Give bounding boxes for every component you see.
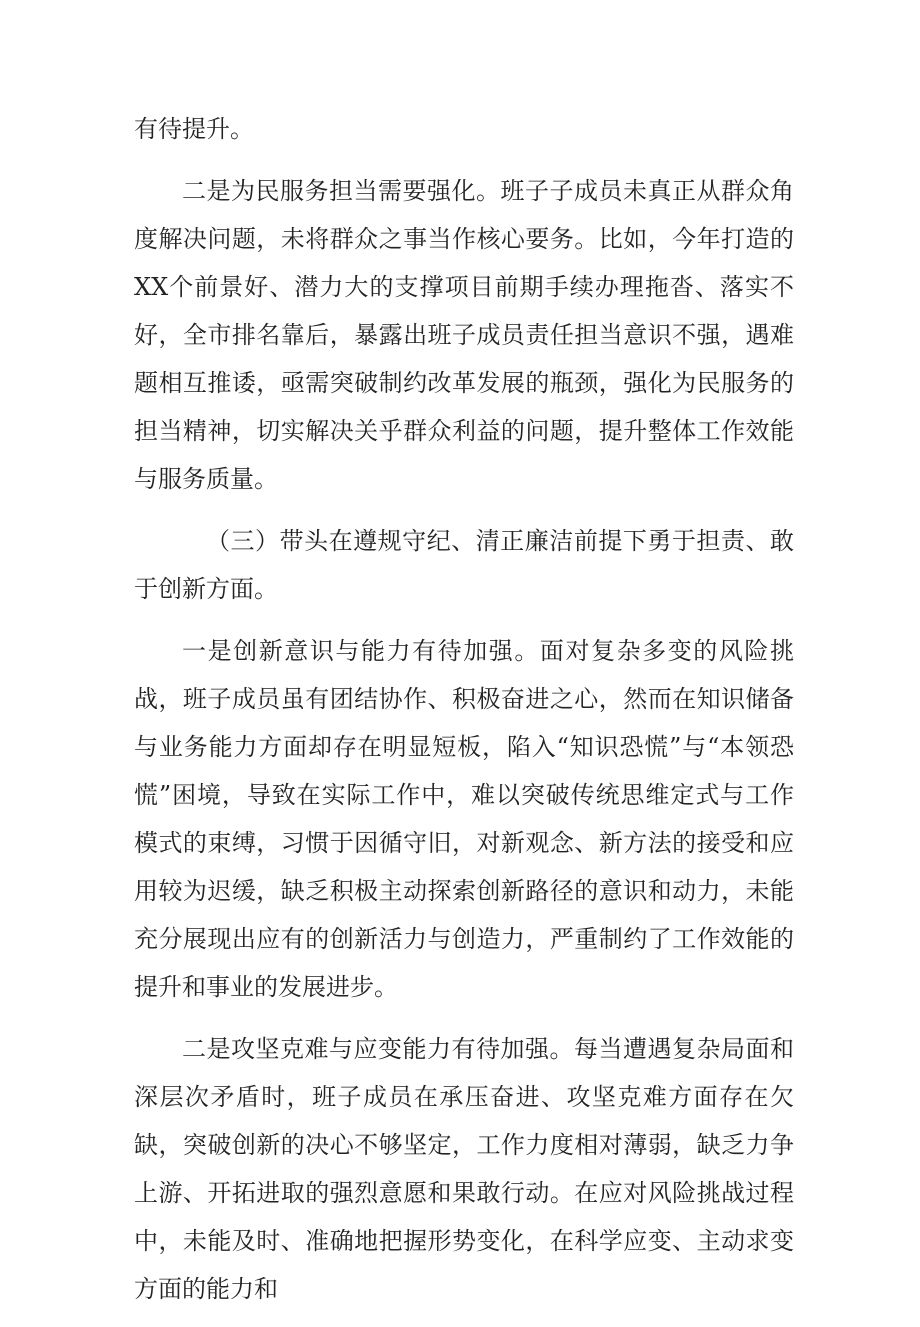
paragraph-service-responsibility: 二是为民服务担当需要强化。班子子成员未真正从群众角度解决问题，未将群众之事当作核心要务。比如，今年打造的XX个前景好、潜力大的支撑项目前期手续办理拖沓、落实不好，全市排名靠后，暴露出班子成员责任担当意识不强，遇难题相互推诿，亟需突破制约改革发展的瓶颈，强化为民服务的担当精神，切实解决关乎群众利益的问题，提升整体工作效能与服务质量。 [134, 177, 794, 493]
document-body [134, 105, 794, 1327]
paragraph-innovation-ability: 一是创新意识与能力有待加强。面对复杂多变的风险挑战，班子成员虽有团结协作、积极奋进之心，然而在知识储备与业务能力方面却存在明显短板，陷入“知识恐慌”与“本领恐慌”困境，导致在实际工作中，难以突破传统思维定式与工作模式的束缚，习惯于因循守旧，对新观念、新方法的接受和应用较为迟缓，缺乏积极主动探索创新路径的意识和动力，未能充分展现出应有的创新活力与创造力，严重制约了工作效能的提升和事业的发展进步。 [134, 637, 794, 1001]
paragraph-problem-solving-ability: 二是攻坚克难与应变能力有待加强。每当遭遇复杂局面和深层次矛盾时，班子成员在承压奋进、攻坚克难方面存在欠缺，突破创新的决心不够坚定，工作力度相对薄弱，缺乏力争上游、开拓进取的强烈意愿和果敢行动。在应对风险挑战过程中，未能及时、准确地把握形势变化，在科学应变、主动求变方面的能力和 [134, 1035, 794, 1303]
section-heading-3: （三）带头在遵规守纪、清正廉洁前提下勇于担责、敢于创新方面。 [134, 527, 794, 603]
paragraph-continuation: 有待提升。 [134, 115, 254, 143]
